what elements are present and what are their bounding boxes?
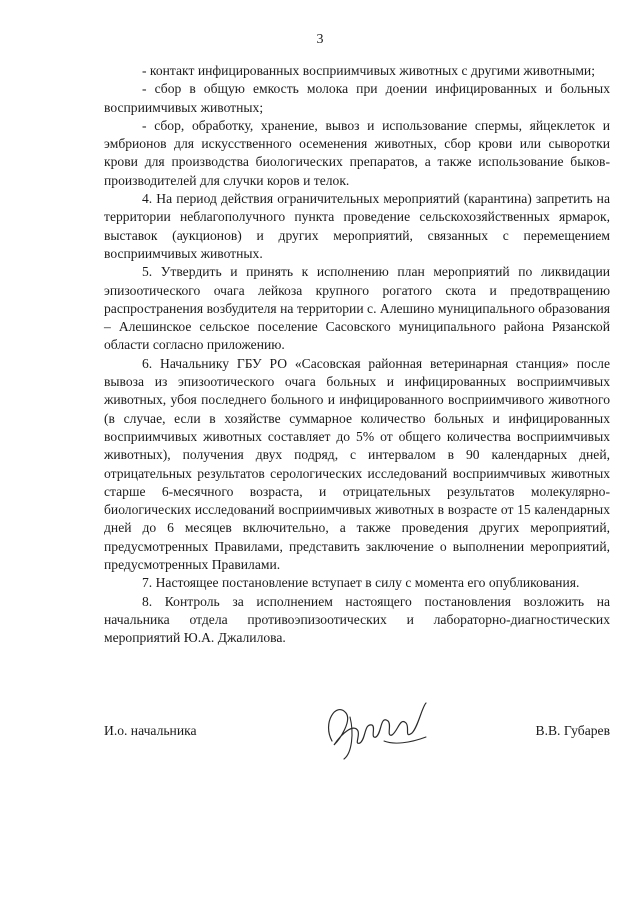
paragraph-8: 8. Контроль за исполнением настоящего постановления возложить на начальника отдела противоэпизоотических и лабораторно-диагностических мероприятий Ю.А. Джалилова. <box>104 593 610 646</box>
paragraph-6: 6. Начальнику ГБУ РО «Сасовская районная ветеринарная станция» после вывоза из эпизоотического очага больных и инфицированных восприимчивых животных, убоя последнего больного и инфицированного восприимчивого животного (в случае, если в хозяйстве суммарное количество больных и инфицированных восприимчивых животных составляет до 5% от общего количества восприимчивых животных), получения двух подряд, с интервалом в 90 календарных дней, отрицательных результатов серологических исследований восприимчивых животных старше 6-месячного возраста, и отрицательных результатов молекулярно-биологических исследований восприимчивых животных в возрасте от 15 календарных дней до 6 месяцев включительно, а также проведения других мероприятий, предусмотренных Правилами, представить заключение о выполнении мероприятий, предусмотренных Правилами. <box>104 355 610 573</box>
paragraph-7: 7. Настоящее постановление вступает в силу с момента его опубликования. <box>142 575 580 591</box>
signatory-title: И.о. начальника <box>104 723 197 738</box>
handwritten-signature <box>314 693 444 763</box>
paragraph-4: 4. На период действия ограничительных мероприятий (карантина) запретить на территории неблагополучного пункта проведение сельскохозяйственных ярмарок, выставок (аукционов) и других мероприятий, связанных с перемещением восприимчивых животных. <box>104 191 610 261</box>
paragraph-bullet-collection: - сбор, обработку, хранение, вывоз и использование спермы, яйцеклеток и эмбрионов для искусственного осеменения животных, сбор крови или сыворотки крови для производства биологических препаратов, а также использование быков-производителей для случки коров и телок. <box>104 117 610 188</box>
paragraph-bullet-contact: - контакт инфицированных восприимчивых животных с другими животными; <box>142 63 595 78</box>
document-body <box>104 62 610 648</box>
signatory-name: В.В. Губарев <box>535 723 610 738</box>
signature-block <box>104 715 610 755</box>
page-number: 3 <box>316 32 324 47</box>
paragraph-5: 5. Утвердить и принять к исполнению план мероприятий по ликвидации эпизоотического очага лейкоза крупного рогатого скота и предотвращению распространения возбудителя на территории с. Алешино муниципального образования – Алешинское сельское поселение Сасовского муниципального района Рязанской области согласно приложению. <box>104 264 610 353</box>
paragraph-bullet-milk: - сбор в общую емкость молока при доении инфицированных и больных восприимчивых животных; <box>104 81 610 115</box>
